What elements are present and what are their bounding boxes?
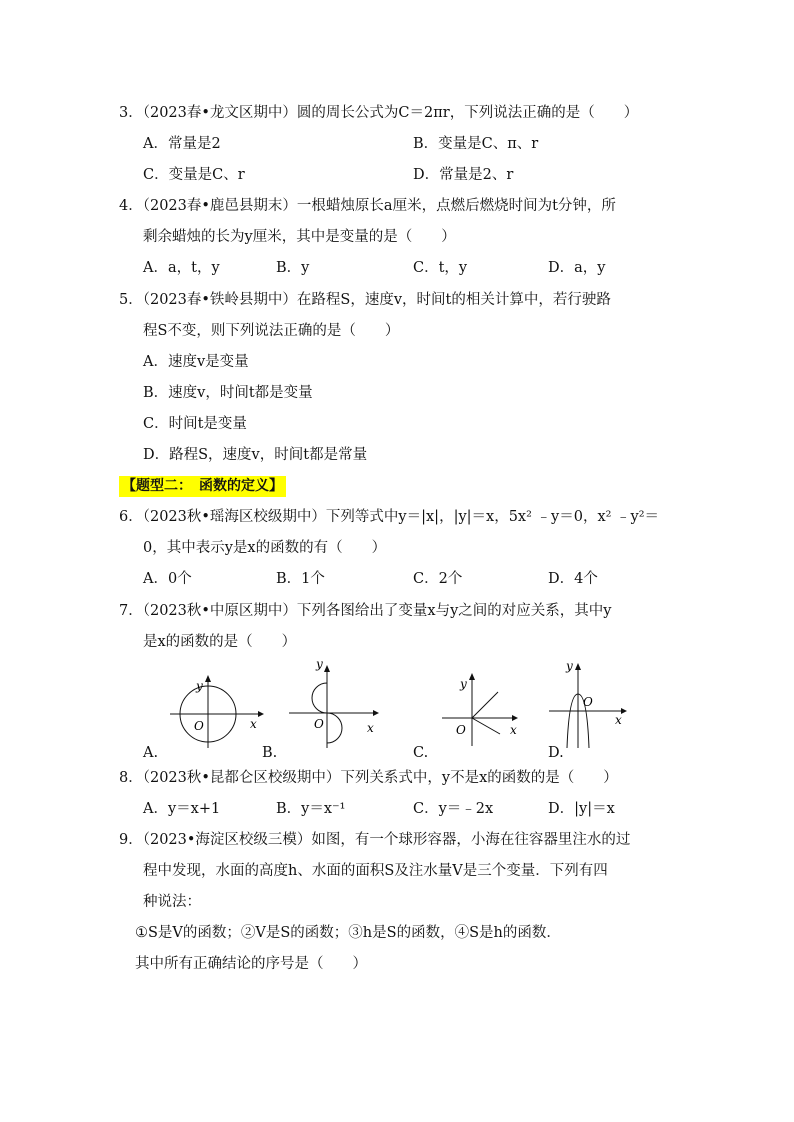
y-axis-arrow-icon — [469, 673, 475, 680]
q4-option-b: B．y — [276, 260, 310, 276]
q3-option-a: A．常量是2 — [143, 136, 221, 152]
q7-option-a: A. — [143, 745, 159, 761]
y-axis-arrow-icon — [575, 663, 581, 670]
x-axis-label: x — [367, 721, 374, 735]
q4-option-c: C．t，y — [413, 260, 468, 276]
q7-graph-b — [285, 658, 385, 750]
q7-graph-a — [160, 670, 270, 750]
q8-option-b: B．y＝x⁻¹ — [276, 801, 346, 817]
q9-stem-line5: 其中所有正确结论的序号是（ ） — [135, 956, 367, 972]
x-axis-arrow-icon — [258, 711, 264, 717]
q7-stem-line2: 是x的函数的是（ ） — [143, 634, 297, 650]
x-axis-arrow-icon — [373, 710, 379, 716]
y-axis-label: y — [316, 658, 323, 671]
x-axis-arrow-icon — [621, 708, 627, 714]
q7-graph-c — [436, 668, 526, 748]
q9-stem-line1: 9．（2023•海淀区校级三模）如图，有一个球形容器，小海在往容器里注水的过 — [119, 832, 631, 848]
q7-option-d: D. — [548, 745, 564, 761]
y-axis-arrow-icon — [324, 665, 330, 672]
y-axis-arrow-icon — [205, 675, 211, 682]
q4-option-d: D．a，y — [548, 260, 606, 276]
origin-label: O — [314, 717, 324, 731]
lower-right-semicircle — [327, 713, 342, 743]
ray-upper-right — [472, 692, 498, 718]
q3-option-b: B．变量是C、π、r — [413, 136, 539, 152]
q8-option-d: D．|y|＝x — [548, 801, 615, 817]
q4-stem-line2: 剩余蜡烛的长为y厘米，其中是变量的是（ ） — [143, 229, 456, 245]
origin-label: O — [456, 723, 466, 737]
q6-option-c: C．2个 — [413, 571, 463, 587]
q8-stem-line1: 8．（2023秋•昆都仑区校级期中）下列关系式中，y不是x的函数的是（ ） — [119, 770, 618, 786]
q6-option-d: D．4个 — [548, 571, 598, 587]
q9-stem-line2: 程中发现，水面的高度h、水面的面积S及注水量V是三个变量．下列有四 — [143, 863, 608, 879]
y-axis-label: y — [566, 659, 573, 673]
q6-option-a: A．0个 — [143, 571, 192, 587]
q5-stem-line1: 5．（2023春•铁岭县期中）在路程S，速度v，时间t的相关计算中，若行驶路 — [119, 292, 611, 308]
origin-label: O — [583, 695, 593, 709]
q8-option-a: A．y＝x+1 — [143, 801, 221, 817]
q5-option-d: D．路程S，速度v，时间t都是常量 — [143, 447, 368, 463]
q4-option-a: A．a，t，y — [143, 260, 220, 276]
q9-statements: ①S是V的函数；②V是S的函数；③h是S的函数，④S是h的函数． — [135, 925, 561, 941]
ray-lower-right — [472, 718, 500, 734]
q9-stem-line3: 种说法： — [143, 894, 201, 910]
q4-stem-line1: 4．（2023春•鹿邑县期末）一根蜡烛原长a厘米，点燃后燃烧时间为t分钟，所 — [119, 198, 616, 214]
x-axis-label: x — [510, 723, 517, 737]
q5-option-a: A．速度v是变量 — [143, 354, 249, 370]
q5-stem-line2: 程S不变，则下列说法正确的是（ ） — [143, 323, 400, 339]
x-axis-label: x — [615, 713, 622, 727]
x-axis-arrow-icon — [512, 715, 518, 721]
q6-stem-line2: 0，其中表示y是x的函数的有（ ） — [143, 540, 387, 556]
q7-graph-d — [545, 656, 635, 751]
q7-option-b: B. — [262, 745, 278, 761]
y-axis-label: y — [196, 679, 203, 693]
y-axis-label: y — [460, 677, 467, 691]
origin-label: O — [194, 719, 204, 733]
q5-option-c: C．时间t是变量 — [143, 416, 247, 432]
q6-stem-line1: 6．（2023秋•瑶海区校级期中）下列等式中y＝|x|，|y|＝x，5x² ﹣y＝0，x² ﹣y²＝ — [119, 509, 660, 525]
q3-stem-line1: 3．（2023春•龙文区期中）圆的周长公式为C＝2πr，下列说法正确的是（ ） — [119, 105, 639, 121]
q5-option-b: B．速度v，时间t都是变量 — [143, 385, 313, 401]
q7-stem-line1: 7．（2023秋•中原区期中）下列各图给出了变量x与y之间的对应关系，其中y — [119, 603, 612, 619]
section-heading-function-definition: 【题型二： 函数的定义】 — [119, 476, 286, 497]
x-axis-label: x — [250, 717, 257, 731]
q6-option-b: B．1个 — [276, 571, 325, 587]
upper-left-semicircle — [312, 683, 327, 713]
q7-option-c: C. — [413, 745, 429, 761]
q8-option-c: C．y＝﹣2x — [413, 801, 494, 817]
q3-option-d: D．常量是2、r — [413, 167, 514, 183]
q3-option-c: C．变量是C、r — [143, 167, 245, 183]
